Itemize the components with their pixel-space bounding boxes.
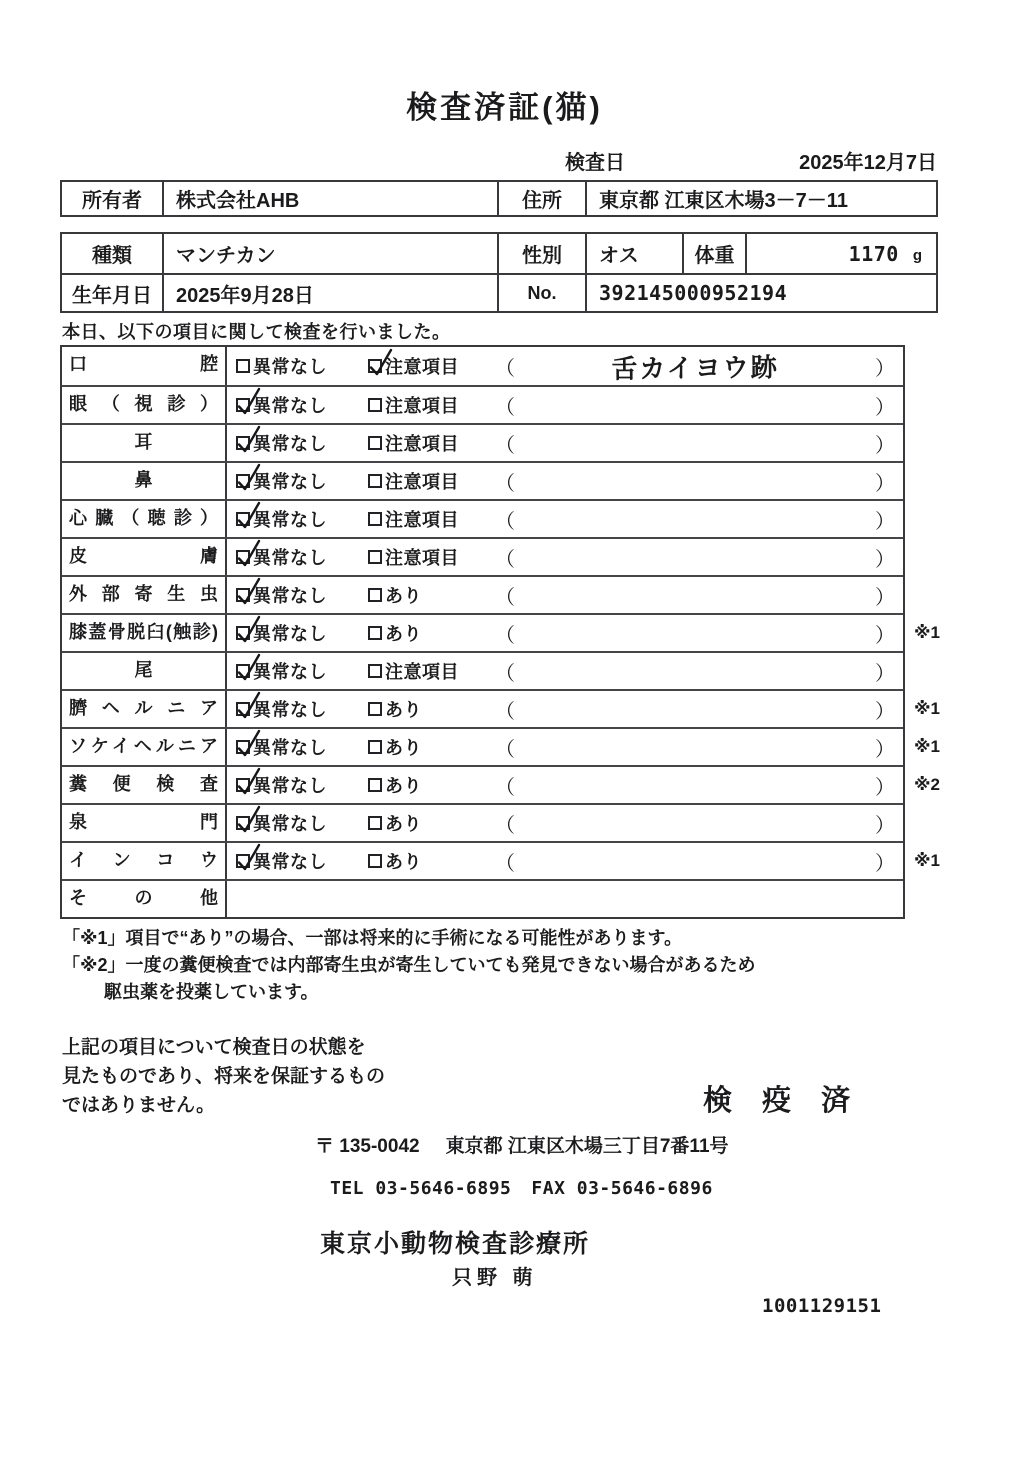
paren-close: ） (875, 357, 895, 380)
exam-table-row (62, 841, 940, 879)
exam-intro-text: 本日、以下の項目に関して検査を行いました。 (62, 322, 451, 342)
checkbox (368, 626, 382, 640)
sex-value: オス (585, 234, 682, 273)
checkbox (368, 702, 382, 716)
postal-code: 〒 135-0042 (315, 1136, 420, 1157)
paren-close: ） (875, 738, 895, 761)
exam-table-row (62, 879, 903, 917)
exam-item-options (227, 539, 903, 575)
checkbox (236, 702, 250, 716)
option-label: 注意項目 (385, 510, 459, 530)
option-attention (368, 501, 459, 537)
clinic-address-row (315, 1131, 729, 1158)
handwritten-remark (519, 689, 871, 729)
footnote-2-continued: 駆虫薬を投薬しています。 (104, 982, 319, 1002)
remarks-parentheses (495, 843, 895, 879)
checkbox (236, 550, 250, 564)
option-no-abnormality (236, 729, 327, 765)
remarks-parentheses (495, 425, 895, 461)
paren-close: ） (875, 814, 895, 837)
option-attention (368, 387, 459, 423)
footnote-2: 「※2」一度の糞便検査では内部寄生虫が寄生していても発見できない場合があるため (62, 955, 756, 975)
paren-close: ） (875, 776, 895, 799)
breed-value: マンチカン (162, 234, 497, 273)
owner-value: 株式会社AHB (162, 182, 497, 215)
option-label: あり (385, 852, 422, 872)
option-no-abnormality (236, 539, 327, 575)
checkbox (368, 398, 382, 412)
option-no-abnormality (236, 843, 327, 879)
option-attention (368, 463, 459, 499)
option-label: 異常なし (253, 510, 327, 530)
document-serial-number: 1001129151 (762, 1295, 882, 1317)
paren-open: （ (495, 357, 515, 380)
option-label: 異常なし (253, 396, 327, 416)
option-no-abnormality (236, 577, 327, 613)
paren-open: （ (495, 700, 515, 723)
handwritten-remark (519, 537, 871, 577)
exam-item-label: ソケイヘルニア (62, 729, 227, 765)
option-label: 注意項目 (385, 472, 459, 492)
remarks-parentheses (495, 347, 895, 385)
checkbox (236, 816, 250, 830)
exam-item-label: 糞 便 検 査 (62, 767, 227, 803)
checkbox (368, 778, 382, 792)
option-label: あり (385, 586, 422, 606)
no-value: 392145000952194 (585, 275, 936, 311)
owner-row (62, 182, 936, 215)
option-label: 異常なし (253, 738, 327, 758)
paren-open: （ (495, 434, 515, 457)
option-no-abnormality (236, 347, 327, 385)
option-label: 異常なし (253, 357, 327, 377)
handwritten-remark (519, 385, 871, 425)
remarks-parentheses (495, 767, 895, 803)
exam-item-options (227, 463, 903, 499)
option-label: あり (385, 738, 422, 758)
exam-item-options (227, 767, 903, 803)
exam-item-label: 皮 膚 (62, 539, 227, 575)
exam-item-options (227, 729, 903, 765)
remarks-parentheses (495, 463, 895, 499)
checkbox (236, 664, 250, 678)
handwritten-remark (519, 765, 871, 805)
option-label: 異常なし (253, 586, 327, 606)
remarks-parentheses (495, 729, 895, 765)
exam-table-row (62, 689, 940, 727)
option-attention (368, 425, 459, 461)
option-label: 注意項目 (385, 662, 459, 682)
exam-item-options (227, 615, 903, 651)
option-label: 異常なし (253, 662, 327, 682)
owner-label: 所有者 (82, 190, 142, 212)
exam-table-row (62, 385, 903, 423)
exam-item-options (227, 501, 903, 537)
exam-item-label: 耳 (62, 425, 227, 461)
paren-open: （ (495, 662, 515, 685)
option-attention (368, 577, 422, 613)
disclaimer-line-2: 見たものであり、将来を保証するもの (62, 1066, 386, 1087)
address-label: 住所 (497, 182, 585, 215)
remarks-parentheses (495, 539, 895, 575)
paren-open: （ (495, 776, 515, 799)
exam-table (60, 345, 940, 919)
page-title: 検査済証(猫) (406, 90, 603, 125)
paren-close: ） (875, 662, 895, 685)
exam-item-options (227, 577, 903, 613)
exam-item-label: そ の 他 (62, 881, 227, 917)
clinic-contact-row (330, 1178, 713, 1199)
clinic-tel: TEL 03-5646-6895 (330, 1178, 512, 1199)
inspection-date-label: 検査日 (565, 152, 625, 174)
checkbox (236, 512, 250, 526)
option-no-abnormality (236, 501, 327, 537)
exam-table-row (62, 765, 940, 803)
exam-table-row (62, 347, 903, 385)
footnote-reference-mark: ※2 (914, 775, 940, 794)
option-label: あり (385, 776, 422, 796)
option-no-abnormality (236, 653, 327, 689)
exam-item-label: 泉 門 (62, 805, 227, 841)
exam-table-row (62, 461, 903, 499)
exam-table-row (62, 537, 903, 575)
exam-table-row (62, 803, 903, 841)
handwritten-remark (519, 461, 871, 501)
handwritten-remark (519, 423, 871, 463)
exam-item-label: 外 部 寄 生 虫 (62, 577, 227, 613)
option-no-abnormality (236, 425, 327, 461)
option-attention (368, 767, 422, 803)
option-label: 異常なし (253, 548, 327, 568)
checkbox (368, 740, 382, 754)
handwritten-remark (519, 803, 871, 843)
exam-table-row (62, 423, 903, 461)
checkbox (368, 474, 382, 488)
paren-close: ） (875, 434, 895, 457)
option-no-abnormality (236, 691, 327, 727)
checkbox (368, 854, 382, 868)
handwritten-remark (519, 499, 871, 539)
exam-item-label: イ ン コ ウ (62, 843, 227, 879)
option-label: 注意項目 (385, 396, 459, 416)
birthdate-value: 2025年9月28日 (162, 275, 497, 311)
birth-no-row (62, 273, 936, 311)
checkbox (236, 474, 250, 488)
clinic-address: 東京都 江東区木場三丁目7番11号 (445, 1136, 729, 1157)
sex-label: 性別 (497, 234, 585, 273)
weight-unit: g (912, 247, 922, 264)
option-attention (368, 691, 422, 727)
paren-open: （ (495, 586, 515, 609)
paren-open: （ (495, 852, 515, 875)
exam-item-label: 心 臓 （ 聴 診 ） (62, 501, 227, 537)
weight-value-cell (745, 234, 936, 273)
checkbox (368, 664, 382, 678)
option-attention (368, 843, 422, 879)
checkbox (368, 588, 382, 602)
option-attention (368, 729, 422, 765)
exam-item-options (227, 691, 903, 727)
checkbox (236, 359, 250, 373)
option-no-abnormality (236, 615, 327, 651)
checkbox (236, 740, 250, 754)
disclaimer-line-3: ではありません。 (62, 1095, 216, 1116)
exam-item-label: 眼 （ 視 診 ） (62, 387, 227, 423)
option-no-abnormality (236, 387, 327, 423)
checkbox (236, 778, 250, 792)
paren-close: ） (875, 510, 895, 533)
paren-open: （ (495, 472, 515, 495)
footnote-reference-mark: ※1 (914, 737, 940, 756)
paren-close: ） (875, 548, 895, 571)
exam-table-row (62, 727, 940, 765)
handwritten-remark (519, 727, 871, 767)
footnote-reference-mark: ※1 (914, 699, 940, 718)
option-attention (368, 615, 422, 651)
footnote-1: 「※1」項目で“あり”の場合、一部は将来的に手術になる可能性があります。 (62, 928, 683, 948)
option-no-abnormality (236, 463, 327, 499)
option-label: 異常なし (253, 814, 327, 834)
exam-item-options (227, 843, 903, 879)
inspection-date-row (565, 146, 937, 175)
disclaimer-line-1: 上記の項目について検査日の状態を (62, 1037, 366, 1058)
remarks-parentheses (495, 501, 895, 537)
checkbox (368, 359, 382, 373)
handwritten-remark (519, 613, 871, 653)
footnote-reference-mark: ※1 (914, 851, 940, 870)
paren-open: （ (495, 396, 515, 419)
exam-item-options (227, 881, 903, 917)
handwritten-remark: 舌カイヨウ跡 (611, 351, 779, 384)
handwritten-remark (519, 575, 871, 615)
option-label: 異常なし (253, 434, 327, 454)
exam-item-label: 膝蓋骨脱臼(触診) (62, 615, 227, 651)
remarks-parentheses (495, 653, 895, 689)
option-label: 注意項目 (385, 434, 459, 454)
veterinarian-name: 只野 萌 (452, 1267, 538, 1289)
paren-close: ） (875, 852, 895, 875)
weight-value: 1170 (848, 241, 899, 266)
exam-item-label: 尾 (62, 653, 227, 689)
option-label: あり (385, 814, 422, 834)
option-attention (368, 539, 459, 575)
footnotes (62, 925, 756, 1006)
remarks-parentheses (495, 387, 895, 423)
paren-close: ） (875, 624, 895, 647)
quarantine-passed-stamp: 検 疫 済 (703, 1085, 862, 1117)
birthdate-label: 生年月日 (72, 284, 152, 307)
option-attention (368, 347, 459, 385)
breed-sex-weight-row (62, 234, 936, 273)
option-label: あり (385, 700, 422, 720)
exam-item-options (227, 805, 903, 841)
no-label: No. (497, 275, 585, 311)
exam-item-options (227, 653, 903, 689)
breed-label: 種類 (92, 245, 132, 267)
option-label: 注意項目 (385, 357, 459, 377)
exam-table-row (62, 651, 903, 689)
animal-table (60, 232, 938, 313)
exam-item-options (227, 347, 903, 385)
option-no-abnormality (236, 767, 327, 803)
owner-table (60, 180, 938, 217)
option-label: 異常なし (253, 776, 327, 796)
paren-close: ） (875, 472, 895, 495)
exam-table-row (62, 575, 903, 613)
checkbox (368, 816, 382, 830)
checkbox (236, 854, 250, 868)
option-attention (368, 653, 459, 689)
clinic-name: 東京小動物検査診療所 (320, 1230, 591, 1258)
paren-open: （ (495, 814, 515, 837)
option-label: 注意項目 (385, 548, 459, 568)
option-label: 異常なし (253, 624, 327, 644)
paren-open: （ (495, 624, 515, 647)
remarks-parentheses (495, 615, 895, 651)
remarks-parentheses (495, 691, 895, 727)
option-attention (368, 805, 422, 841)
checkbox (236, 626, 250, 640)
handwritten-remark (519, 651, 871, 691)
checkbox (368, 550, 382, 564)
handwritten-remark (519, 841, 871, 881)
option-label: 異常なし (253, 852, 327, 872)
paren-open: （ (495, 548, 515, 571)
clinic-fax: FAX 03-5646-6896 (531, 1178, 713, 1199)
weight-label: 体重 (682, 234, 745, 273)
checkbox (236, 398, 250, 412)
paren-close: ） (875, 396, 895, 419)
exam-item-label: 鼻 (62, 463, 227, 499)
exam-table-row (62, 613, 940, 651)
checkbox (368, 436, 382, 450)
option-label: 異常なし (253, 472, 327, 492)
paren-open: （ (495, 510, 515, 533)
exam-item-label: 臍 ヘ ル ニ ア (62, 691, 227, 727)
exam-item-label: 口 腔 (62, 347, 227, 385)
paren-close: ） (875, 700, 895, 723)
inspection-date-value: 2025年12月7日 (799, 152, 937, 174)
exam-table-row (62, 499, 903, 537)
paren-close: ） (875, 586, 895, 609)
remarks-parentheses (495, 805, 895, 841)
paren-open: （ (495, 738, 515, 761)
exam-item-options (227, 425, 903, 461)
checkbox (236, 588, 250, 602)
address-value: 東京都 江東区木場3－7－11 (585, 182, 936, 215)
option-label: 異常なし (253, 700, 327, 720)
remarks-parentheses (495, 577, 895, 613)
option-no-abnormality (236, 805, 327, 841)
checkbox (368, 512, 382, 526)
checkbox (236, 436, 250, 450)
footnote-reference-mark: ※1 (914, 623, 940, 642)
disclaimer-text (62, 1033, 385, 1120)
option-label: あり (385, 624, 422, 644)
exam-item-options (227, 387, 903, 423)
